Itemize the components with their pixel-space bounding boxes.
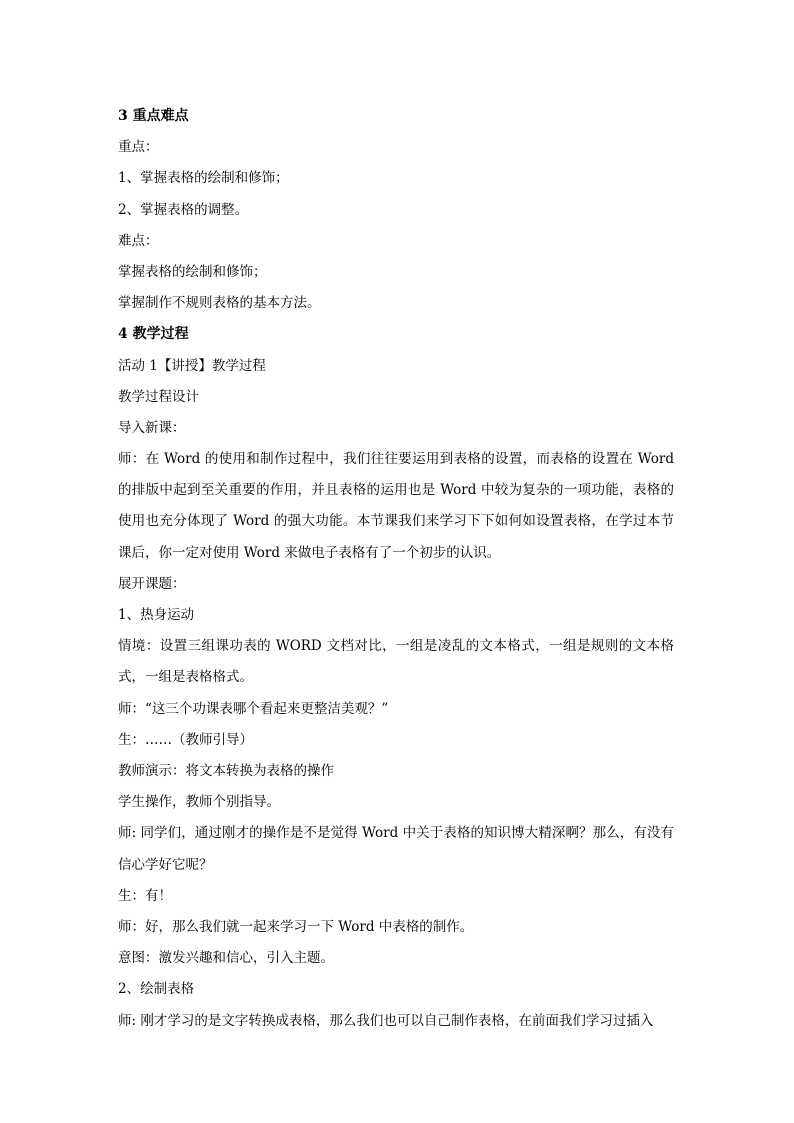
section-heading-teaching-process: 4 教学过程 [118,326,189,343]
difficulty-1: 掌握表格的绘制和修饰； [118,263,267,280]
scenario-paragraph: 情境：设置三组课功表的 WORD 文档对比，一组是凌乱的文本格式，一组是规则的文本格式，一组是表格格式。 [118,638,674,686]
draw-table-intro: 师: 刚才学习的是文字转换成表格，那么我们也可以自己制作表格，在前面我们学习过插入 [118,1012,654,1029]
student-response: 生：……（教师引导） [118,731,253,748]
student-practice: 学生操作，教师个别指导。 [118,794,280,811]
student-answer: 生：有！ [118,887,172,904]
key-point-1: 1、掌握表格的绘制和修饰； [118,170,289,187]
teacher-encouragement: 师: 同学们，通过刚才的操作是不是觉得 Word 中关于表格的知识博大精深啊？那么，有没有信心学好它呢？ [118,825,674,873]
teacher-transition: 师：好，那么我们就一起来学习一下 Word 中表格的制作。 [118,919,474,935]
difficulty-2: 掌握制作不规则表格的基本方法。 [118,295,321,312]
process-design-label: 教学过程设计 [118,388,199,405]
label-difficulties: 难点： [118,232,159,249]
draw-table-heading: 2、绘制表格 [118,981,195,998]
teacher-demo: 教师演示：将文本转换为表格的操作 [118,763,334,780]
warmup-heading: 1、热身运动 [118,607,195,624]
section-heading-key-points: 3 重点难点 [118,108,189,124]
document-body [118,101,674,1037]
intro-label: 导入新课： [118,419,186,436]
teacher-question: 师：“这三个功课表哪个看起来更整洁美观？” [118,700,389,717]
intent-note: 意图：激发兴趣和信心，引入主题。 [118,950,334,967]
expand-topic-label: 展开课题： [118,575,186,592]
label-key-points: 重点： [118,139,159,156]
intro-paragraph: 师：在 Word 的使用和制作过程中，我们往往要运用到表格的设置，而表格的设置在 Word 的排版中起到至关重要的作用，并且表格的运用也是 Word 中较为复杂的一项功能，表格的使用也充分体现了 Word 的强大功能。本节课我们来学习下下如何如设置表格，在学过本节课后，你一定对使用 Word 来做电子表格有了一个初步的认识。 [118,451,674,561]
key-point-2: 2、掌握表格的调整。 [118,201,249,218]
activity-title: 活动 1【讲授】教学过程 [118,357,266,374]
